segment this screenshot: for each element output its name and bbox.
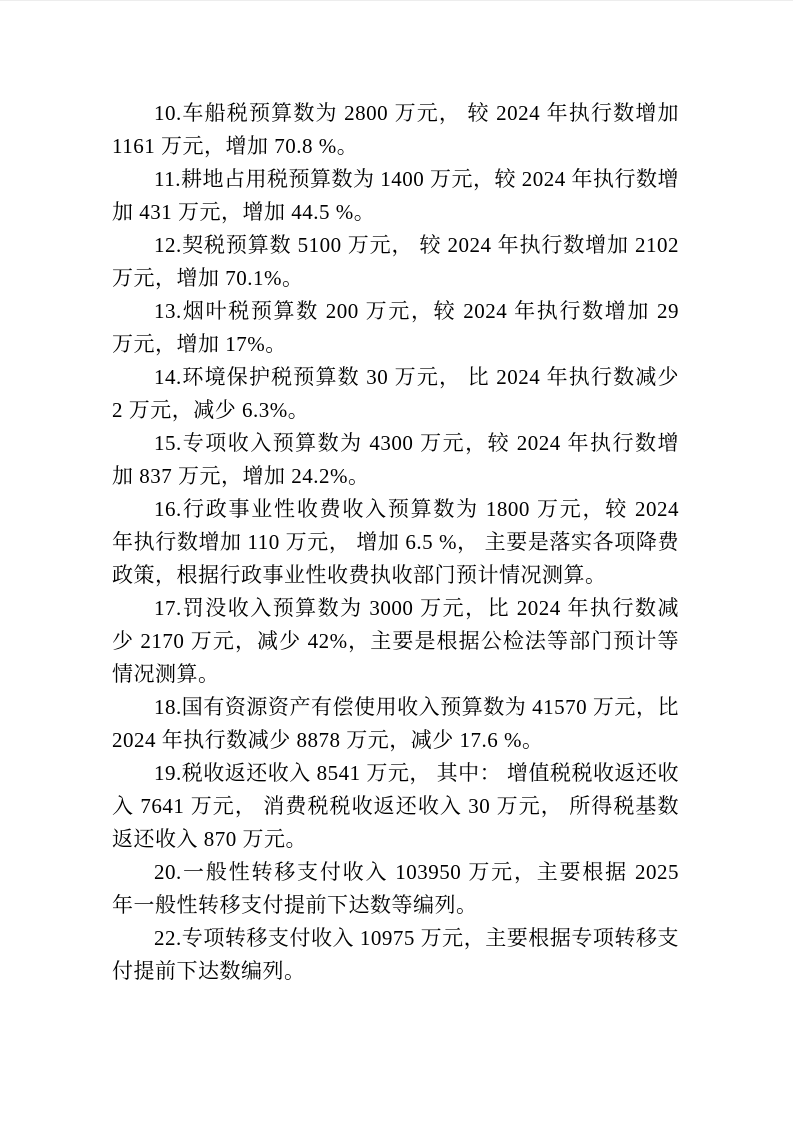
paragraph-item-15: 15.专项收入预算数为 4300 万元，较 2024 年执行数增加 837 万元，增加 24.2%。: [112, 431, 679, 488]
paragraph-item-18: 18.国有资源资产有偿使用收入预算数为 41570 万元，比 2024 年执行数减少 8878 万元，减少 17.6 %。: [112, 695, 679, 752]
paragraph-item-12: 12.契税预算数 5100 万元， 较 2024 年执行数增加 2102 万元，增加 70.1%。: [112, 233, 679, 290]
paragraph-item-16: 16.行政事业性收费收入预算数为 1800 万元，较 2024 年执行数增加 110 万元， 增加 6.5 %， 主要是落实各项降费政策，根据行政事业性收费执收部门预计情况测算。: [112, 497, 679, 587]
paragraph-item-19: 19.税收返还收入 8541 万元， 其中： 增值税税收返还收入 7641 万元， 消费税税收返还收入 30 万元， 所得税基数返还收入 870 万元。: [112, 761, 679, 851]
paragraph-item-14: 14.环境保护税预算数 30 万元， 比 2024 年执行数减少 2 万元，减少 6.3%。: [112, 365, 679, 422]
paragraph-item-22: 22.专项转移支付收入 10975 万元，主要根据专项转移支付提前下达数编列。: [112, 926, 679, 983]
paragraph-item-10: 10.车船税预算数为 2800 万元， 较 2024 年执行数增加 1161 万元，增加 70.8 %。: [112, 101, 679, 158]
paragraph-item-11: 11.耕地占用税预算数为 1400 万元，较 2024 年执行数增加 431 万元，增加 44.5 %。: [112, 167, 679, 224]
paragraph-item-20: 20.一般性转移支付收入 103950 万元，主要根据 2025 年一般性转移支付提前下达数等编列。: [112, 860, 679, 917]
paragraph-item-13: 13.烟叶税预算数 200 万元，较 2024 年执行数增加 29 万元，增加 17%。: [112, 299, 679, 356]
document-body: [112, 97, 679, 988]
paragraph-item-17: 17.罚没收入预算数为 3000 万元，比 2024 年执行数减少 2170 万元，减少 42%，主要是根据公检法等部门预计等情况测算。: [112, 596, 679, 686]
